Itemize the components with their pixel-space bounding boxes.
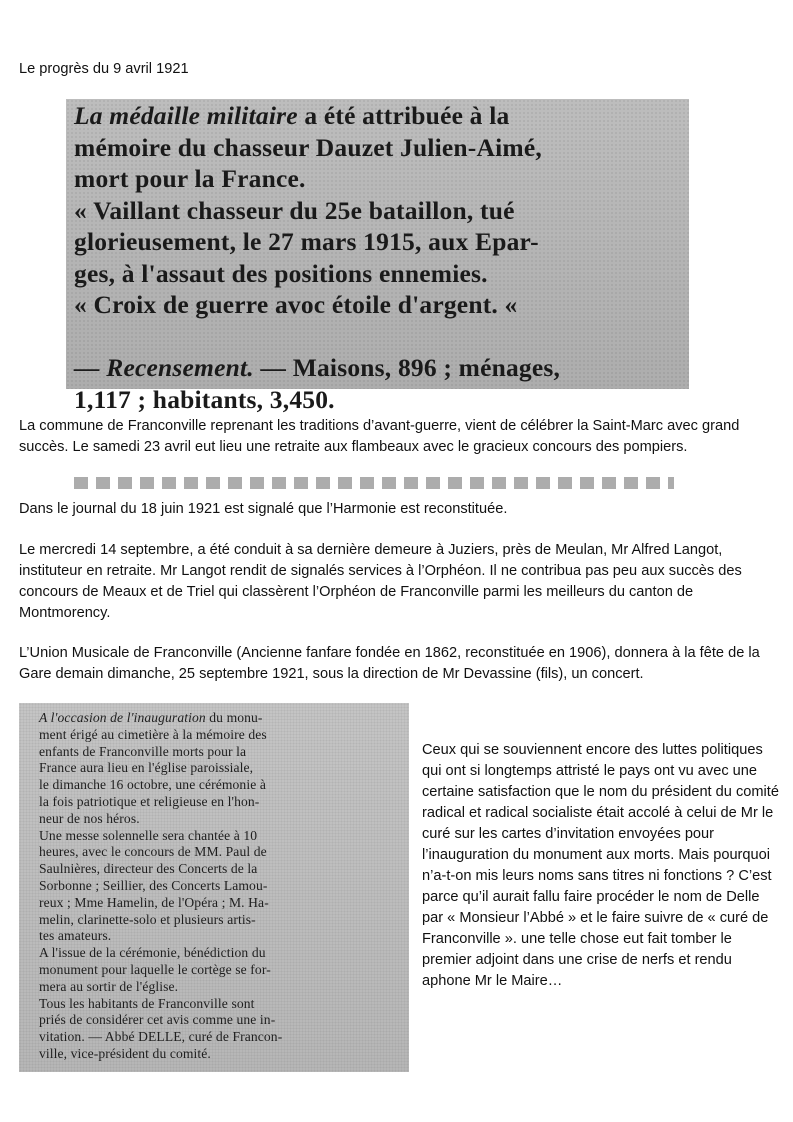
cut-off-line	[74, 477, 674, 489]
clipping-line-text: la fois patriotique et religieuse en l'hon-	[39, 794, 260, 809]
clipping-line-text: ges, à l'assaut des positions ennemies.	[74, 258, 488, 288]
clipping-line	[39, 760, 253, 776]
paragraph-langot: Le mercredi 14 septembre, a été conduit à sa dernière demeure à Juziers, près de Meulan, Mr Alfred Langot, instituteur en retraite. Mr Langot rendit de signalés services à l’Orphéon. Il ne contribua pas peu aux succès des concours de Meaux et de Triel qui classèrent l’Orphéon de Franconville parmi les meilleurs du canton de Montmorency.	[19, 542, 742, 621]
clipping-line	[39, 1029, 282, 1045]
clipping-line-text: le dimanche 16 octobre, une cérémonie à	[39, 777, 266, 793]
paragraph-union-musicale: L’Union Musicale de Franconville (Ancienne fanfare fondée en 1862, reconstituée en 1906), donnera à la fête de la Gare demain dimanche, 25 septembre 1921, sous la direction de Mr Devassine (fils), un concert.	[19, 645, 760, 682]
clipping-line	[39, 777, 266, 793]
clipping-line-italic: — Recensement.	[74, 353, 254, 382]
clipping-line-text: France aura lieu en l'église paroissiale,	[39, 760, 254, 776]
clipping-line	[39, 828, 257, 844]
commentary-paragraph: Ceux qui se souviennent encore des luttes politiques qui ont si longtemps attristé le pays ont vu avec une certaine satisfaction que le nom du président du comité radical et radical socialiste était accolé à celui de Mr le curé sur les cartes d’invitation envoyées pour l’inauguration du monument aux morts. Mais pourquoi n’a-t-on mis leurs noms sans titres ni fonctions ? C’est parce qu’il aurait fallu faire procéder le nom de Delle par « Monsieur l’Abbé » et le faire suivre de « curé de Franconville ». une telle chose eut fait tomber le premier adjoint dans une crise de nerfs et rendu aphone Mr le Maire…	[422, 742, 779, 989]
clipping-line-text: mort pour la France.	[74, 164, 306, 193]
clipping-line	[39, 744, 246, 760]
clipping-line	[74, 354, 560, 382]
clipping-line	[39, 811, 140, 827]
clipping-line	[74, 386, 335, 414]
clipping-line	[74, 228, 539, 256]
clipping-line	[74, 197, 515, 225]
clipping-line	[39, 710, 263, 726]
clipping-line-text: ville, vice-président du comité.	[39, 1046, 211, 1061]
clipping-line-text: Une messe solennelle sera chantée à 10	[39, 827, 258, 843]
clipping-line-text: monument pour laquelle le cortège se for-	[39, 962, 271, 977]
clipping-line	[74, 165, 306, 193]
clipping-line	[39, 1012, 275, 1028]
clipping-line-text: « Vaillant chasseur du 25e bataillon, tué	[74, 195, 515, 225]
clipping-line	[39, 928, 111, 944]
clipping-line	[74, 102, 509, 130]
clipping-line	[39, 1046, 211, 1062]
newspaper-clipping-medal	[66, 99, 689, 414]
clipping-line-text: 1,117 ; habitants, 3,450.	[74, 384, 335, 414]
clipping-line	[39, 895, 269, 911]
clipping-line	[39, 945, 266, 961]
clipping-line-text: melin, clarinette-solo et plusieurs artis-	[39, 911, 256, 927]
clipping-line-italic: A l'occasion de l'inauguration	[39, 710, 206, 725]
clipping-line-text: A l'issue de la cérémonie, bénédiction du	[39, 945, 266, 961]
paragraph-harmonie: Dans le journal du 18 juin 1921 est signalé que l’Harmonie est reconstituée.	[19, 501, 508, 517]
clipping-line-text: « Croix de guerre avoc étoile d'argent. «	[74, 290, 518, 319]
paragraph-saint-marc: La commune de Franconville reprenant les traditions d’avant-guerre, vient de célébrer la Saint-Marc avec grand succès. Le samedi 23 avril eut lieu une retraite aux flambeaux avec le gracieux concours des pompiers.	[19, 418, 740, 455]
clipping-line-italic: La médaille militaire	[74, 101, 298, 130]
clipping-line	[39, 912, 256, 928]
clipping-line-text: a été attribuée à la	[297, 101, 510, 130]
clipping-line-text: — Maisons, 896 ; ménages,	[253, 353, 561, 382]
clipping-line	[39, 962, 271, 978]
clipping-line-text: Saulnières, directeur des Concerts de la	[39, 861, 258, 877]
clipping-line-text: Tous les habitants de Franconville sont	[39, 995, 255, 1011]
clipping-line-text: priés de considérer cet avis comme une in-	[39, 1012, 276, 1028]
clipping-line	[74, 260, 488, 288]
clipping-line	[74, 134, 542, 162]
clipping-line	[39, 794, 259, 810]
page-header: Le progrès du 9 avril 1921	[19, 61, 189, 77]
clipping-line-text: ment érigé au cimetière à la mémoire des	[39, 726, 267, 742]
clipping-line	[74, 291, 518, 319]
clipping-line-text: mera au sortir de l'église.	[39, 978, 179, 994]
clipping-line	[39, 996, 255, 1012]
clipping-line-text: tes amateurs.	[39, 928, 112, 944]
clipping-line-text: mémoire du chasseur Dauzet Julien-Aimé,	[74, 132, 542, 162]
clipping-line	[39, 844, 267, 860]
clipping-line-text: Sorbonne ; Seillier, des Concerts Lamou-	[39, 878, 268, 893]
clipping-line-text: enfants de Franconville morts pour la	[39, 743, 247, 759]
newspaper-clipping-inauguration	[19, 703, 409, 1072]
clipping-line-text: heures, avec le concours de MM. Paul de	[39, 844, 267, 860]
clipping-line	[39, 979, 178, 995]
clipping-line	[39, 878, 267, 894]
clipping-line	[39, 727, 267, 743]
clipping-line-text: reux ; Mme Hamelin, de l'Opéra ; M. Ha-	[39, 894, 269, 910]
clipping-line	[39, 861, 257, 877]
clipping-line-text: neur de nos héros.	[39, 810, 140, 826]
clipping-line-text: glorieusement, le 27 mars 1915, aux Epar-	[74, 227, 539, 256]
clipping-line-text: vitation. — Abbé DELLE, curé de Francon-	[39, 1029, 283, 1045]
clipping-line-text: du monu-	[205, 710, 263, 725]
